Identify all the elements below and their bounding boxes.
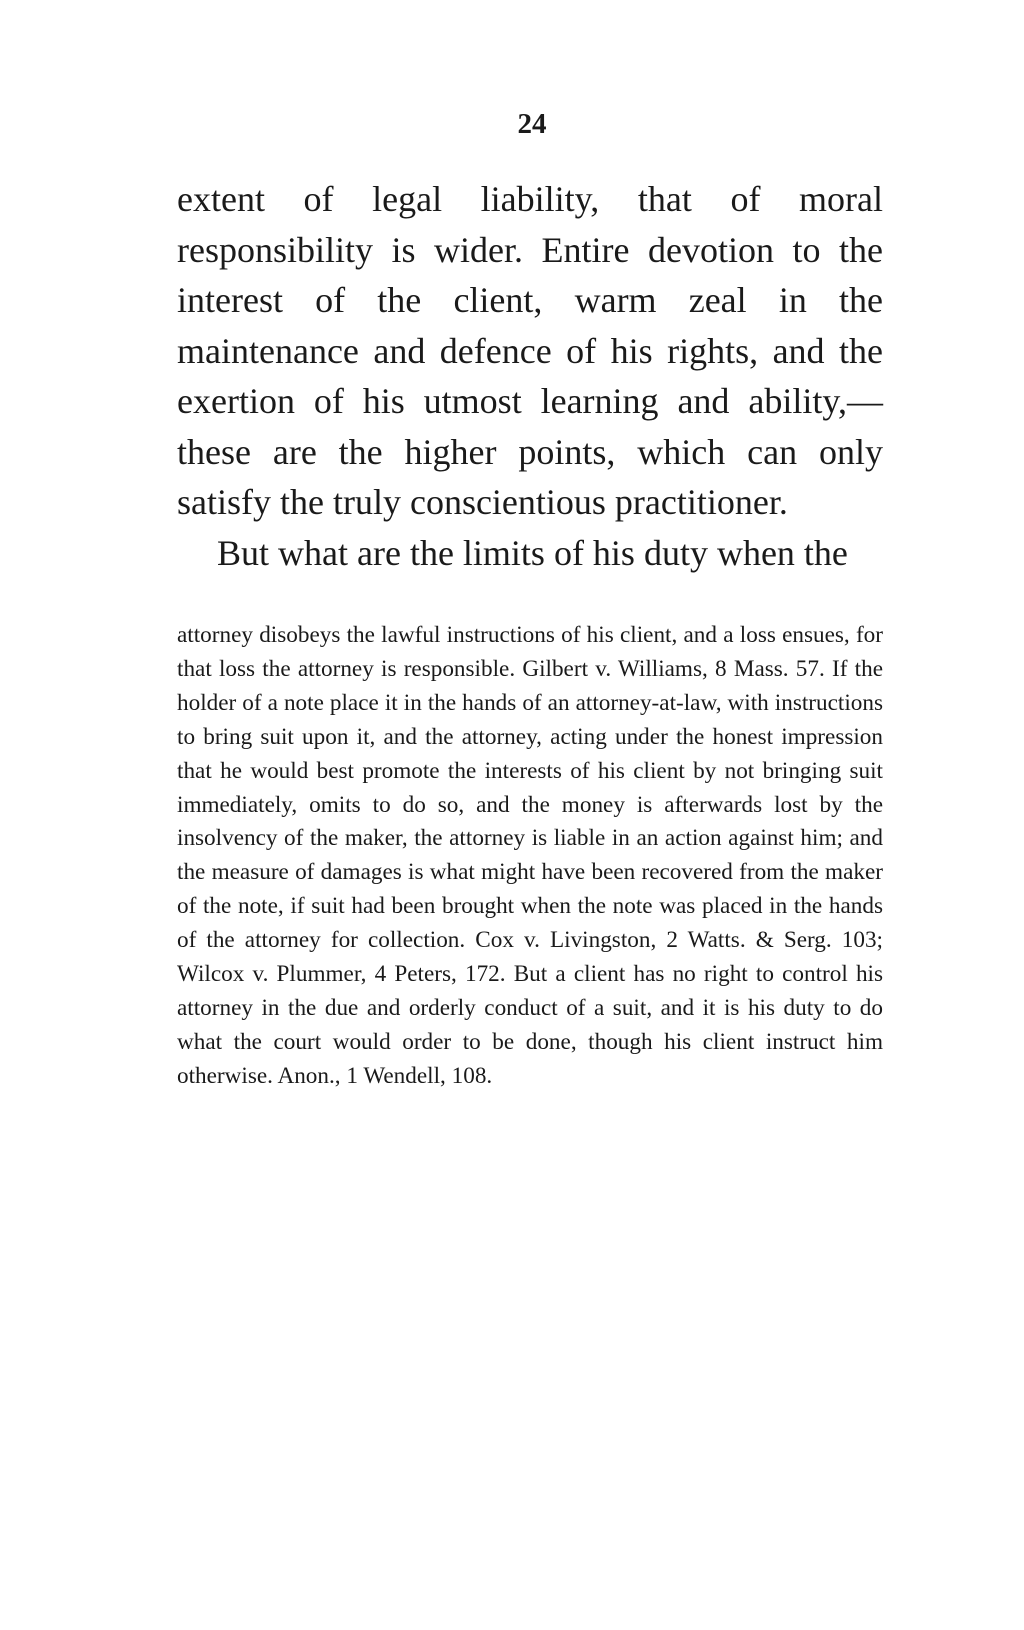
main-text	[177, 174, 883, 578]
body-paragraph: extent of legal liability, that of moral responsibility is wider. Entire devotion to the interest of the client, warm zeal in the maintenance and defence of his rights, and the exertion of his utmost learning and ability,—these are the higher points, which can only satisfy the truly conscientious practitioner.	[177, 179, 883, 522]
page-number: 24	[517, 108, 547, 140]
body-paragraph: But what are the limits of his duty when the	[217, 532, 848, 573]
footnote: attorney disobeys the lawful instructions of his client, and a loss ensues, for that loss the attorney is responsible. Gilbert v. Williams, 8 Mass. 57. If the holder of a note place it in the hands of an attorney-at-law, with instructions to bring suit upon it, and the attorney, acting under the honest impression that he would best promote the interests of his client by not bringing suit immediately, omits to do so, and the money is afterwards lost by the insolvency of the maker, the attorney is liable in an action against him; and the measure of damages is what might have been recovered from the maker of the note, if suit had been brought when the note was placed in the hands of the attorney for collection. Cox v. Livingston, 2 Watts. & Serg. 103; Wilcox v. Plummer, 4 Peters, 172. But a client has no right to control his attorney in the due and orderly conduct of a suit, and it is his duty to do what the court would order to be done, though his client instruct him otherwise. Anon., 1 Wendell, 108.	[177, 622, 883, 1089]
